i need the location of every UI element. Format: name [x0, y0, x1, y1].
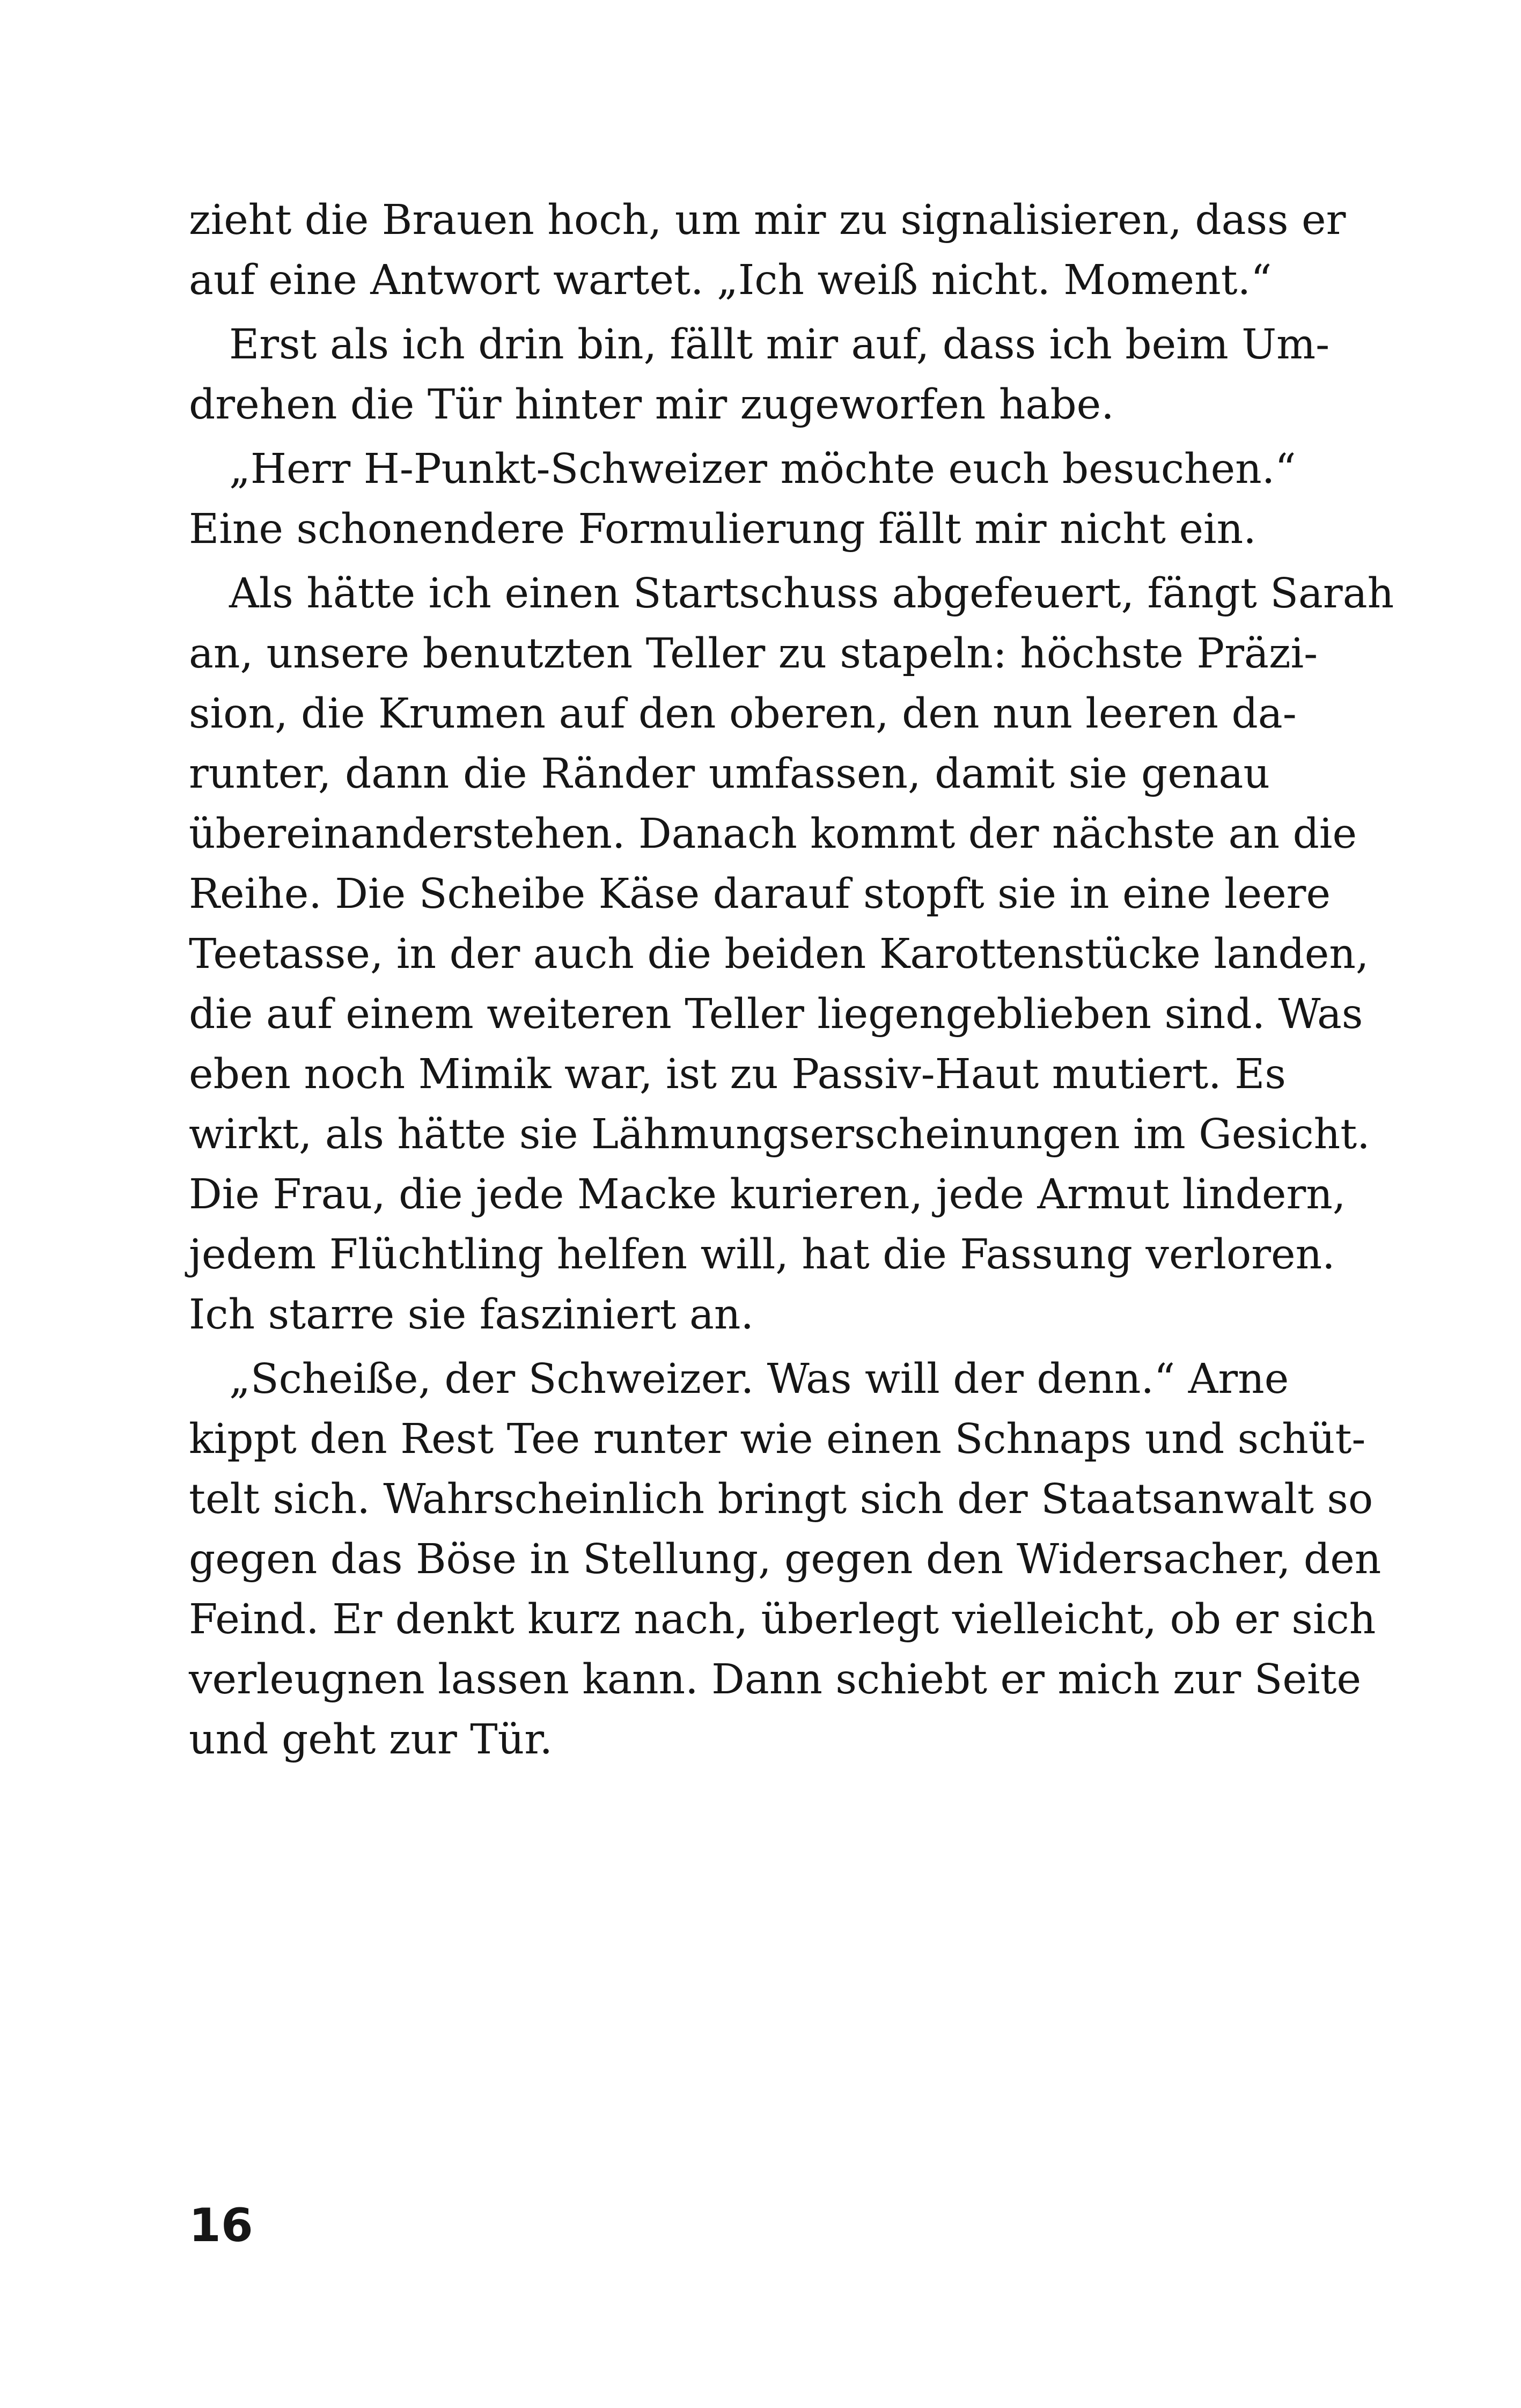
paragraph — [189, 564, 1394, 1345]
page-number: 16 — [189, 2199, 253, 2252]
paragraph — [189, 439, 1296, 560]
body-text — [189, 190, 1394, 1774]
text-line: Die Frau, die jede Macke kurieren, jede Armut lindern, — [189, 1171, 1346, 1218]
paragraph — [189, 190, 1346, 311]
text-line: drehen die Tür hinter mir zugeworfen habe. — [189, 381, 1114, 429]
text-line: zieht die Brauen hoch, um mir zu signalisieren, dass er — [189, 196, 1346, 244]
text-line: Eine schonendere Formulierung fällt mir nicht ein. — [189, 505, 1257, 553]
text-line: sion, die Krumen auf den oberen, den nun leeren da- — [189, 690, 1297, 738]
text-line: übereinanderstehen. Danach kommt der nächste an die — [189, 810, 1357, 858]
text-line: an, unsere benutzten Teller zu stapeln: höchste Präzi- — [189, 630, 1318, 678]
text-line: runter, dann die Ränder umfassen, damit sie genau — [189, 750, 1270, 798]
text-line: „Scheiße, der Schweizer. Was will der denn.“ Arne — [229, 1355, 1289, 1403]
text-line: wirkt, als hätte sie Lähmungserscheinungen im Gesicht. — [189, 1111, 1370, 1158]
text-line: Als hätte ich einen Startschuss abgefeuert, fängt Sarah — [229, 570, 1394, 618]
text-line: Erst als ich drin bin, fällt mir auf, dass ich beim Um- — [229, 321, 1330, 369]
text-line: eben noch Mimik war, ist zu Passiv-Haut mutiert. Es — [189, 1051, 1286, 1098]
text-line: Teetasse, in der auch die beiden Karottenstücke landen, — [189, 930, 1369, 978]
paragraph — [189, 315, 1330, 435]
text-line: gegen das Böse in Stellung, gegen den Widersacher, den — [189, 1536, 1382, 1583]
text-line: jedem Flüchtling helfen will, hat die Fassung verloren. — [189, 1231, 1335, 1279]
text-line: und geht zur Tür. — [189, 1716, 553, 1764]
text-line: „Herr H-Punkt-Schweizer möchte euch besuchen.“ — [229, 445, 1296, 493]
text-line: kippt den Rest Tee runter wie einen Schnaps und schüt- — [189, 1415, 1366, 1463]
text-line: telt sich. Wahrscheinlich bringt sich der Staatsanwalt so — [189, 1475, 1373, 1523]
text-line: die auf einem weiteren Teller liegengeblieben sind. Was — [189, 990, 1363, 1038]
text-line: Ich starre sie fasziniert an. — [189, 1291, 754, 1339]
text-line: Feind. Er denkt kurz nach, überlegt vielleicht, ob er sich — [189, 1596, 1376, 1643]
text-line: auf eine Antwort wartet. „Ich weiß nicht. Moment.“ — [189, 256, 1272, 304]
text-line: verleugnen lassen kann. Dann schiebt er mich zur Seite — [189, 1656, 1362, 1704]
text-line: Reihe. Die Scheibe Käse darauf stopft sie in eine leere — [189, 870, 1331, 918]
paragraph — [189, 1349, 1382, 1770]
